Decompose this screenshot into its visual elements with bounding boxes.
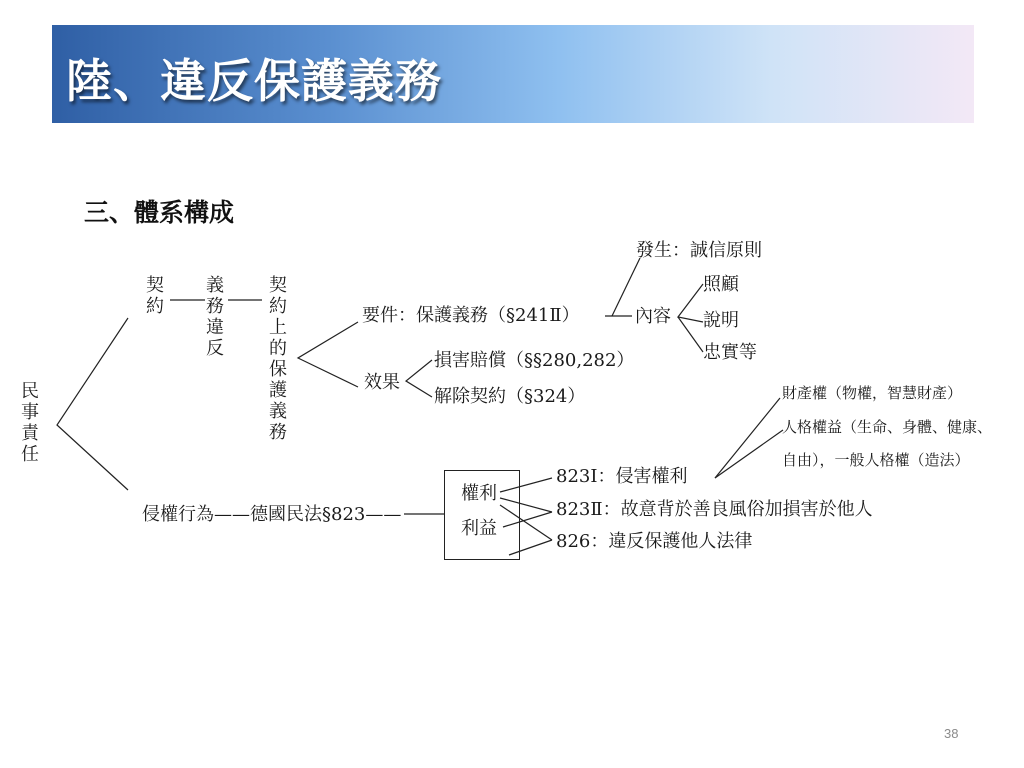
page-number: 38 [944, 726, 959, 741]
rule-826: 826：違反保護他人法律 [556, 531, 753, 552]
property-rights-label: 財產權（物權，智慧財產） [782, 384, 963, 402]
effect-bracket [406, 360, 432, 397]
duty-loyalty: 忠實等 [703, 342, 757, 363]
effect-rescission: 解除契約（§324） [434, 386, 586, 407]
tort-label: 侵權行為——德國民法§823—— [142, 504, 402, 525]
box-rights-label: 權利 [461, 483, 497, 504]
rule-823-2: 823Ⅱ：故意背於善良風俗加損害於他人 [556, 499, 873, 520]
requirement-label: 要件：保護義務（§241Ⅱ） [362, 305, 580, 326]
section-heading: 三、體系構成 [84, 198, 235, 227]
root-label: 民事責任 [21, 381, 39, 465]
box-interests-label: 利益 [461, 518, 497, 539]
obligation-violation-label: 義務違反 [206, 275, 224, 359]
contract-protection-label: 契約上的保護義務 [269, 275, 287, 443]
effect-damages: 損害賠償（§§280,282） [434, 350, 635, 371]
duty-explain: 說明 [703, 310, 739, 331]
personality-rights-cont: 自由），一般人格權（造法） [782, 451, 970, 469]
root-bracket [57, 318, 128, 490]
content-label: 內容 [635, 306, 671, 327]
protection-bracket [298, 322, 358, 387]
slide-title: 陸、違反保護義務 [66, 54, 442, 108]
duty-care: 照顧 [703, 274, 739, 295]
contract-label: 契約 [146, 275, 164, 317]
personality-rights-label: 人格權益（生命、身體、健康、 [782, 418, 993, 436]
effect-label: 效果 [364, 372, 400, 393]
origin-label: 發生：誠信原則 [636, 240, 762, 261]
rule-823-1: 823Ⅰ：侵害權利 [556, 466, 688, 487]
